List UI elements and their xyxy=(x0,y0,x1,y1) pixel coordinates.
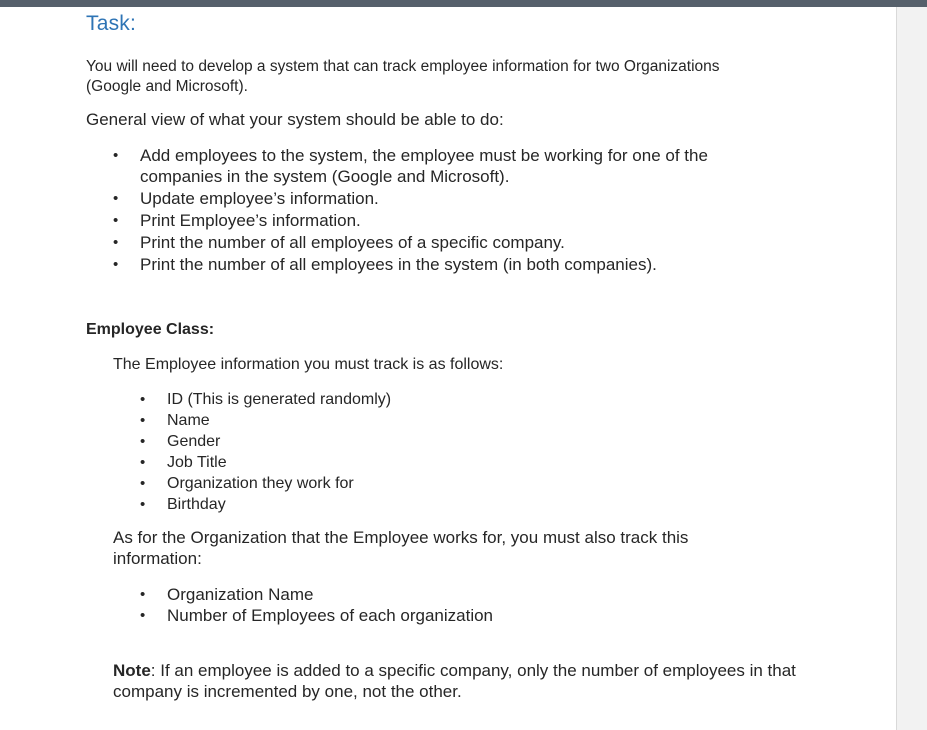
bullet-icon: • xyxy=(140,412,146,429)
list-item: • Print the number of all employees in the system (in both companies). xyxy=(113,255,657,274)
capabilities-list xyxy=(113,145,773,276)
bullet-icon: • xyxy=(140,586,146,603)
list-item: • Update employee’s information. xyxy=(113,189,379,208)
bullet-icon: • xyxy=(140,391,146,408)
employee-info-intro: The Employee information you must track is as follows: xyxy=(113,356,504,373)
task-heading: Task: xyxy=(86,12,137,35)
list-item: • ID (This is generated randomly) xyxy=(140,391,392,408)
bullet-icon: • xyxy=(140,433,146,450)
organization-fields-list xyxy=(140,584,740,626)
list-item: • Print Employee’s information. xyxy=(113,211,361,230)
list-item: • Organization Name xyxy=(140,585,314,604)
bullet-icon: • xyxy=(113,256,119,273)
bullet-icon: • xyxy=(113,147,119,164)
list-item: • Add employees to the system, the employee must be working for one of the companies in the system (Google and Microsoft). xyxy=(113,146,708,186)
intro-paragraph: You will need to develop a system that can track employee information for two Organizations (Google and Microsoft). xyxy=(86,58,720,95)
note-paragraph xyxy=(113,660,803,702)
list-item: • Organization they work for xyxy=(140,475,354,492)
bullet-icon: • xyxy=(140,454,146,471)
list-item: • Birthday xyxy=(140,496,226,513)
bullet-icon: • xyxy=(113,212,119,229)
list-item: • Job Title xyxy=(140,454,227,471)
page-right-margin xyxy=(896,7,927,730)
list-item: • Print the number of all employees of a specific company. xyxy=(113,233,565,252)
bullet-icon: • xyxy=(113,234,119,251)
list-item: • Gender xyxy=(140,433,221,450)
list-item: • Number of Employees of each organization xyxy=(140,606,494,625)
employee-fields-list xyxy=(140,389,640,515)
window-top-bar xyxy=(0,0,927,7)
list-item: • Name xyxy=(140,412,210,429)
bullet-icon: • xyxy=(140,475,146,492)
organization-intro: As for the Organization that the Employee works for, you must also track this information: xyxy=(113,528,689,568)
employee-class-title: Employee Class: xyxy=(86,321,215,338)
note-text: : If an employee is added to a specific company, only the number of employees in that company is incremented by one, not the other. xyxy=(113,661,796,701)
bullet-icon: • xyxy=(140,607,146,624)
note-label: Note xyxy=(113,661,151,680)
bullet-icon: • xyxy=(113,190,119,207)
general-view-paragraph: General view of what your system should be able to do: xyxy=(86,110,504,129)
bullet-icon: • xyxy=(140,496,146,513)
